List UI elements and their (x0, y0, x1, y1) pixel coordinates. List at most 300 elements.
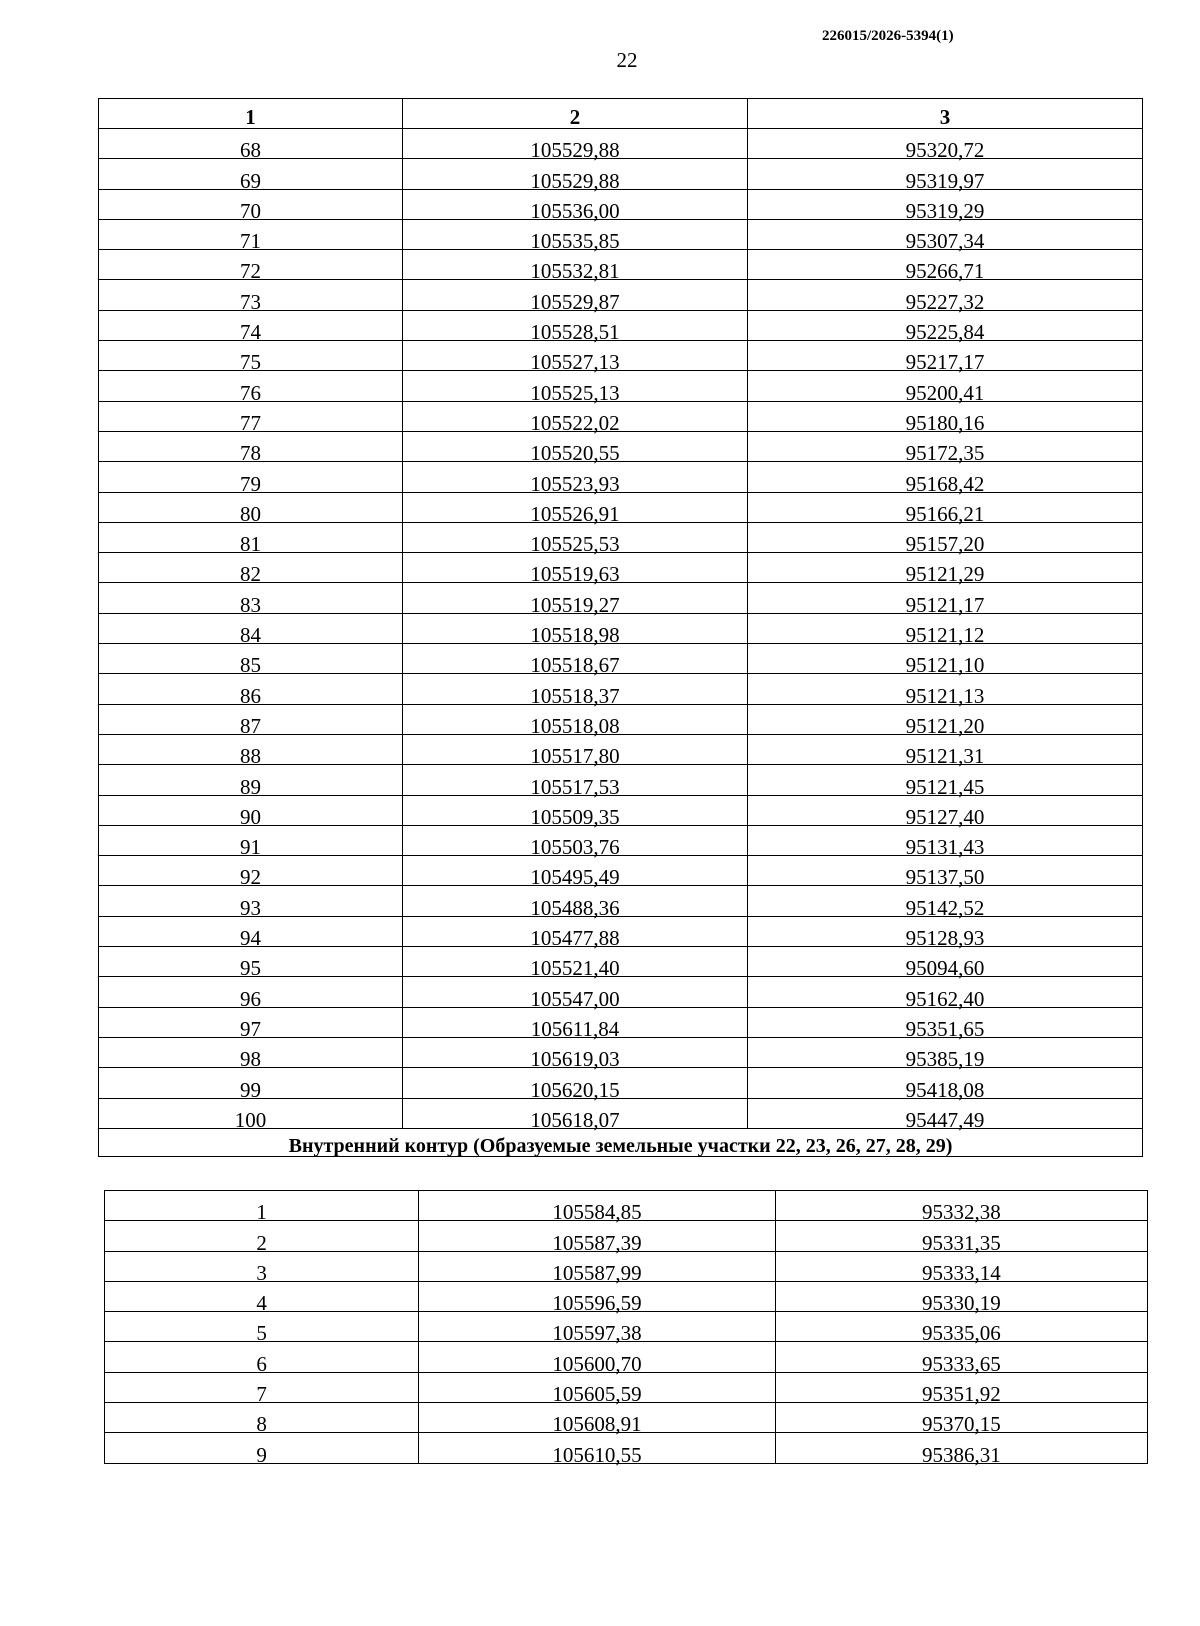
y-coordinate-cell (748, 462, 1143, 496)
cell-value: 95331,35 (922, 1230, 1001, 1255)
point-number-cell (99, 1098, 403, 1132)
cell-value: 105611,84 (530, 1016, 620, 1041)
cell-value: 88 (240, 744, 261, 769)
cell-value: 9 (256, 1442, 267, 1467)
cell-value: 95094,60 (905, 956, 985, 981)
cell-value: 5 (256, 1321, 267, 1346)
cell-value: 83 (240, 592, 261, 617)
cell-value: 95128,93 (905, 926, 985, 951)
table-row (99, 189, 1143, 219)
cell-value: 95385,19 (905, 1047, 985, 1072)
y-coordinate-cell (748, 916, 1143, 951)
table-row (99, 795, 1143, 825)
cell-value: 105608,91 (552, 1412, 642, 1437)
point-number-cell (99, 371, 403, 405)
x-coordinate-cell (403, 371, 748, 405)
y-coordinate-cell (748, 1068, 1143, 1102)
x-coordinate-cell (419, 1403, 776, 1437)
point-number-cell (99, 250, 403, 284)
cell-value: 105519,27 (530, 592, 620, 617)
cell-value: 105528,51 (530, 320, 620, 345)
table-row (105, 1251, 1148, 1281)
cell-value: 94 (240, 926, 261, 951)
cell-value: 95121,45 (905, 774, 985, 799)
cell-value: 105587,39 (552, 1230, 642, 1255)
cell-value: 105584,85 (552, 1200, 642, 1225)
cell-value: 105620,15 (530, 1077, 620, 1102)
cell-value: 95227,32 (905, 289, 985, 314)
cell-value: 71 (240, 229, 261, 254)
cell-value: 105600,70 (552, 1351, 642, 1376)
table-row (99, 310, 1143, 340)
table-row (99, 553, 1143, 583)
y-coordinate-cell (748, 129, 1143, 163)
cell-value: 105517,80 (530, 744, 620, 769)
x-coordinate-cell (403, 886, 748, 920)
cell-value: 105529,88 (530, 168, 620, 193)
point-number-cell (99, 129, 403, 163)
y-coordinate-cell (748, 189, 1143, 223)
x-coordinate-cell (403, 159, 748, 193)
cell-value: 86 (240, 683, 261, 708)
y-coordinate-cell (748, 1037, 1143, 1072)
x-coordinate-cell (403, 1098, 748, 1132)
point-number-cell (99, 280, 403, 314)
x-coordinate-cell (419, 1372, 776, 1407)
cell-value: 105536,00 (530, 198, 620, 223)
table-row (99, 583, 1143, 613)
cell-value: 95351,92 (922, 1382, 1001, 1407)
y-coordinate-cell (748, 704, 1143, 738)
x-coordinate-cell (403, 795, 748, 829)
cell-value: 95127,40 (905, 804, 985, 829)
cell-value: 100 (234, 1107, 267, 1132)
x-coordinate-cell (419, 1221, 776, 1255)
cell-value: 95330,19 (922, 1291, 1001, 1316)
table-row (105, 1433, 1148, 1463)
x-coordinate-cell (403, 583, 748, 617)
cell-value: 76 (240, 380, 261, 405)
x-coordinate-cell (419, 1191, 776, 1225)
x-coordinate-cell (403, 613, 748, 648)
cell-value: 97 (240, 1016, 261, 1041)
cell-value: 105587,99 (552, 1260, 642, 1285)
cell-value: 90 (240, 804, 261, 829)
cell-value: 84 (240, 623, 261, 648)
y-coordinate-cell (748, 886, 1143, 920)
table-row (99, 886, 1143, 916)
cell-value: 85 (240, 653, 261, 678)
cell-value: 70 (240, 198, 261, 223)
table-row (105, 1342, 1148, 1372)
cell-value: 95121,12 (905, 623, 985, 648)
cell-value: 105535,85 (530, 229, 620, 254)
x-coordinate-cell (403, 189, 748, 223)
point-number-cell (99, 825, 403, 860)
point-number-cell (99, 189, 403, 223)
point-number-cell (105, 1191, 419, 1225)
cell-value: 99 (240, 1077, 261, 1102)
cell-value: 6 (256, 1351, 267, 1376)
cell-value: 105517,53 (530, 774, 620, 799)
cell-value: 73 (240, 289, 261, 314)
cell-value: 95157,20 (905, 532, 985, 557)
point-number-cell (99, 522, 403, 557)
y-coordinate-cell (748, 644, 1143, 678)
point-number-cell (99, 310, 403, 345)
point-number-cell (99, 916, 403, 951)
point-number-cell (99, 795, 403, 829)
cell-value: 95162,40 (905, 986, 985, 1011)
table-row (99, 159, 1143, 189)
cell-value: 95168,42 (905, 471, 985, 496)
y-coordinate-cell (748, 250, 1143, 284)
cell-value: 79 (240, 471, 261, 496)
cell-value: 95172,35 (905, 441, 985, 466)
cell-value: 105477,88 (530, 926, 620, 951)
y-coordinate-cell (748, 947, 1143, 981)
table-row (99, 734, 1143, 764)
cell-value: 105525,13 (530, 380, 620, 405)
table-row (99, 1007, 1143, 1037)
x-coordinate-cell (403, 644, 748, 678)
point-number-cell (105, 1312, 419, 1346)
y-coordinate-cell (775, 1221, 1147, 1255)
table-row (105, 1403, 1148, 1433)
table-row (99, 674, 1143, 704)
point-number-cell (99, 856, 403, 890)
cell-value: 95200,41 (905, 380, 985, 405)
x-coordinate-cell (403, 704, 748, 738)
y-coordinate-cell (775, 1191, 1147, 1225)
cell-value: 95131,43 (905, 835, 985, 860)
x-coordinate-cell (403, 916, 748, 951)
x-coordinate-cell (403, 129, 748, 163)
section-title: Внутренний контур (Образуемые земельные участки 22, 23, 26, 27, 28, 29) (99, 1128, 1143, 1156)
cell-value: 105519,63 (530, 562, 620, 587)
y-coordinate-cell (748, 492, 1143, 526)
cell-value: 95180,16 (905, 410, 985, 435)
cell-value: 95332,38 (922, 1200, 1001, 1225)
cell-value: 95121,17 (905, 592, 985, 617)
cell-value: 105618,07 (530, 1107, 620, 1132)
y-coordinate-cell (748, 431, 1143, 466)
cell-value: 95319,97 (905, 168, 985, 193)
y-coordinate-cell (775, 1251, 1147, 1285)
x-coordinate-cell (403, 765, 748, 799)
cell-value: 105527,13 (530, 350, 620, 375)
table-row (99, 219, 1143, 249)
y-coordinate-cell (775, 1342, 1147, 1376)
y-coordinate-cell (748, 280, 1143, 314)
y-coordinate-cell (775, 1312, 1147, 1346)
cell-value: 105596,59 (552, 1291, 642, 1316)
x-coordinate-cell (403, 492, 748, 526)
cell-value: 93 (240, 895, 261, 920)
x-coordinate-cell (419, 1251, 776, 1285)
cell-value: 87 (240, 713, 261, 738)
table-row (99, 613, 1143, 643)
table-header-row (99, 99, 1143, 129)
x-coordinate-cell (403, 401, 748, 435)
x-coordinate-cell (403, 734, 748, 769)
point-number-cell (99, 704, 403, 738)
x-coordinate-cell (403, 341, 748, 375)
cell-value: 95319,29 (905, 198, 985, 223)
cell-value: 95333,65 (922, 1351, 1001, 1376)
cell-value: 105605,59 (552, 1382, 642, 1407)
cell-value: 3 (256, 1260, 267, 1285)
cell-value: 105488,36 (530, 895, 620, 920)
table-row (99, 947, 1143, 977)
y-coordinate-cell (748, 856, 1143, 890)
y-coordinate-cell (748, 734, 1143, 769)
point-number-cell (105, 1342, 419, 1376)
y-coordinate-cell (748, 1098, 1143, 1132)
cell-value: 95351,65 (905, 1016, 985, 1041)
point-number-cell (105, 1403, 419, 1437)
table-row (99, 371, 1143, 401)
cell-value: 105526,91 (530, 501, 620, 526)
point-number-cell (99, 1007, 403, 1041)
x-coordinate-cell (403, 856, 748, 890)
point-number-cell (99, 1037, 403, 1072)
cell-value: 105495,49 (530, 865, 620, 890)
cell-value: 2 (256, 1230, 267, 1255)
cell-value: 81 (240, 532, 261, 557)
x-coordinate-cell (419, 1312, 776, 1346)
cell-value: 77 (240, 410, 261, 435)
cell-value: 95 (240, 956, 261, 981)
cell-value: 105547,00 (530, 986, 620, 1011)
table-row (99, 280, 1143, 310)
x-coordinate-cell (403, 1037, 748, 1072)
inner-contour-table (104, 1190, 1148, 1467)
cell-value: 7 (256, 1382, 267, 1407)
cell-value: 69 (240, 168, 261, 193)
cell-value: 95121,13 (905, 683, 985, 708)
document-id: 226015/2026-5394(1) (822, 28, 954, 44)
table-row (99, 644, 1143, 674)
cell-value: 105518,67 (530, 653, 620, 678)
cell-value: 95333,14 (922, 1260, 1001, 1285)
cell-value: 96 (240, 986, 261, 1011)
point-number-cell (105, 1433, 419, 1467)
cell-value: 95447,49 (905, 1107, 985, 1132)
cell-value: 95307,34 (905, 229, 985, 254)
point-number-cell (99, 734, 403, 769)
y-coordinate-cell (748, 1007, 1143, 1041)
y-coordinate-cell (748, 795, 1143, 829)
point-number-cell (99, 674, 403, 708)
cell-value: 74 (240, 320, 261, 345)
cell-value: 80 (240, 501, 261, 526)
cell-value: 95418,08 (905, 1077, 985, 1102)
table-row (99, 129, 1143, 159)
point-number-cell (99, 159, 403, 193)
table-row (99, 522, 1143, 552)
y-coordinate-cell (748, 159, 1143, 193)
cell-value: 98 (240, 1047, 261, 1072)
cell-value: 105522,02 (530, 410, 620, 435)
table-row (105, 1191, 1148, 1221)
x-coordinate-cell (403, 947, 748, 981)
cell-value: 95370,15 (922, 1412, 1001, 1437)
cell-value: 82 (240, 562, 261, 587)
table-row (105, 1221, 1148, 1251)
y-coordinate-cell (748, 825, 1143, 860)
point-number-cell (105, 1251, 419, 1285)
y-coordinate-cell (748, 219, 1143, 254)
point-number-cell (99, 401, 403, 435)
table-row (99, 492, 1143, 522)
x-coordinate-cell (403, 674, 748, 708)
x-coordinate-cell (403, 310, 748, 345)
table-row (99, 462, 1143, 492)
section-row (99, 1128, 1143, 1156)
table-row (105, 1372, 1148, 1402)
cell-value: 95142,52 (905, 895, 985, 920)
coordinates-table (98, 98, 1143, 1157)
cell-value: 78 (240, 441, 261, 466)
cell-value: 72 (240, 259, 261, 284)
point-number-cell (99, 431, 403, 466)
table-row (99, 401, 1143, 431)
cell-value: 105610,55 (552, 1442, 642, 1467)
cell-value: 1 (256, 1200, 267, 1225)
cell-value: 105503,76 (530, 835, 620, 860)
cell-value: 105518,08 (530, 713, 620, 738)
column-header: 2 (403, 99, 748, 129)
x-coordinate-cell (419, 1281, 776, 1316)
point-number-cell (99, 462, 403, 496)
y-coordinate-cell (748, 674, 1143, 708)
cell-value: 92 (240, 865, 261, 890)
point-number-cell (99, 886, 403, 920)
cell-value: 105529,87 (530, 289, 620, 314)
cell-value: 105525,53 (530, 532, 620, 557)
cell-value: 105520,55 (530, 441, 620, 466)
y-coordinate-cell (748, 401, 1143, 435)
cell-value: 105521,40 (530, 956, 620, 981)
cell-value: 95121,10 (905, 653, 985, 678)
x-coordinate-cell (403, 280, 748, 314)
page-number: 22 (616, 48, 638, 72)
x-coordinate-cell (403, 1068, 748, 1102)
point-number-cell (99, 947, 403, 981)
cell-value: 105509,35 (530, 804, 620, 829)
cell-value: 95320,72 (905, 138, 985, 163)
cell-value: 95121,31 (905, 744, 985, 769)
table-row (99, 704, 1143, 734)
cell-value: 95137,50 (905, 865, 985, 890)
table-row (99, 341, 1143, 371)
cell-value: 105619,03 (530, 1047, 620, 1072)
table-row (105, 1281, 1148, 1311)
cell-value: 8 (256, 1412, 267, 1437)
y-coordinate-cell (748, 613, 1143, 648)
cell-value: 95335,06 (922, 1321, 1001, 1346)
cell-value: 95217,17 (905, 350, 985, 375)
y-coordinate-cell (748, 583, 1143, 617)
cell-value: 105597,38 (552, 1321, 642, 1346)
cell-value: 105518,37 (530, 683, 620, 708)
table-row (99, 1037, 1143, 1067)
point-number-cell (99, 613, 403, 648)
y-coordinate-cell (748, 310, 1143, 345)
x-coordinate-cell (403, 522, 748, 557)
y-coordinate-cell (775, 1403, 1147, 1437)
y-coordinate-cell (748, 371, 1143, 405)
column-header: 1 (99, 99, 403, 129)
table-row (99, 765, 1143, 795)
cell-value: 105532,81 (530, 259, 620, 284)
x-coordinate-cell (403, 250, 748, 284)
table-row (99, 825, 1143, 855)
x-coordinate-cell (403, 219, 748, 254)
point-number-cell (99, 583, 403, 617)
table-row (99, 916, 1143, 946)
cell-value: 95225,84 (905, 320, 985, 345)
point-number-cell (105, 1281, 419, 1316)
y-coordinate-cell (775, 1281, 1147, 1316)
x-coordinate-cell (403, 462, 748, 496)
cell-value: 4 (256, 1291, 267, 1316)
point-number-cell (99, 492, 403, 526)
cell-value: 105523,93 (530, 471, 620, 496)
cell-value: 91 (240, 835, 261, 860)
x-coordinate-cell (403, 977, 748, 1011)
cell-value: 95266,71 (905, 259, 985, 284)
cell-value: 105518,98 (530, 623, 620, 648)
point-number-cell (99, 219, 403, 254)
point-number-cell (99, 1068, 403, 1102)
table-row (99, 250, 1143, 280)
cell-value: 95121,20 (905, 713, 985, 738)
table-row (99, 977, 1143, 1007)
x-coordinate-cell (403, 1007, 748, 1041)
cell-value: 95386,31 (922, 1442, 1001, 1467)
x-coordinate-cell (419, 1342, 776, 1376)
x-coordinate-cell (403, 553, 748, 587)
x-coordinate-cell (419, 1433, 776, 1467)
cell-value: 89 (240, 774, 261, 799)
table-row (105, 1312, 1148, 1342)
y-coordinate-cell (775, 1433, 1147, 1467)
point-number-cell (105, 1372, 419, 1407)
y-coordinate-cell (748, 553, 1143, 587)
point-number-cell (99, 977, 403, 1011)
y-coordinate-cell (748, 977, 1143, 1011)
point-number-cell (105, 1221, 419, 1255)
x-coordinate-cell (403, 825, 748, 860)
point-number-cell (99, 765, 403, 799)
y-coordinate-cell (748, 522, 1143, 557)
cell-value: 75 (240, 350, 261, 375)
cell-value: 95166,21 (905, 501, 985, 526)
cell-value: 95121,29 (905, 562, 985, 587)
table-row (99, 1068, 1143, 1098)
point-number-cell (99, 553, 403, 587)
column-header: 3 (748, 99, 1143, 129)
cell-value: 68 (240, 138, 261, 163)
table-row (99, 1098, 1143, 1128)
y-coordinate-cell (748, 341, 1143, 375)
cell-value: 105529,88 (530, 138, 620, 163)
table-row (99, 431, 1143, 461)
table-row (99, 856, 1143, 886)
x-coordinate-cell (403, 431, 748, 466)
